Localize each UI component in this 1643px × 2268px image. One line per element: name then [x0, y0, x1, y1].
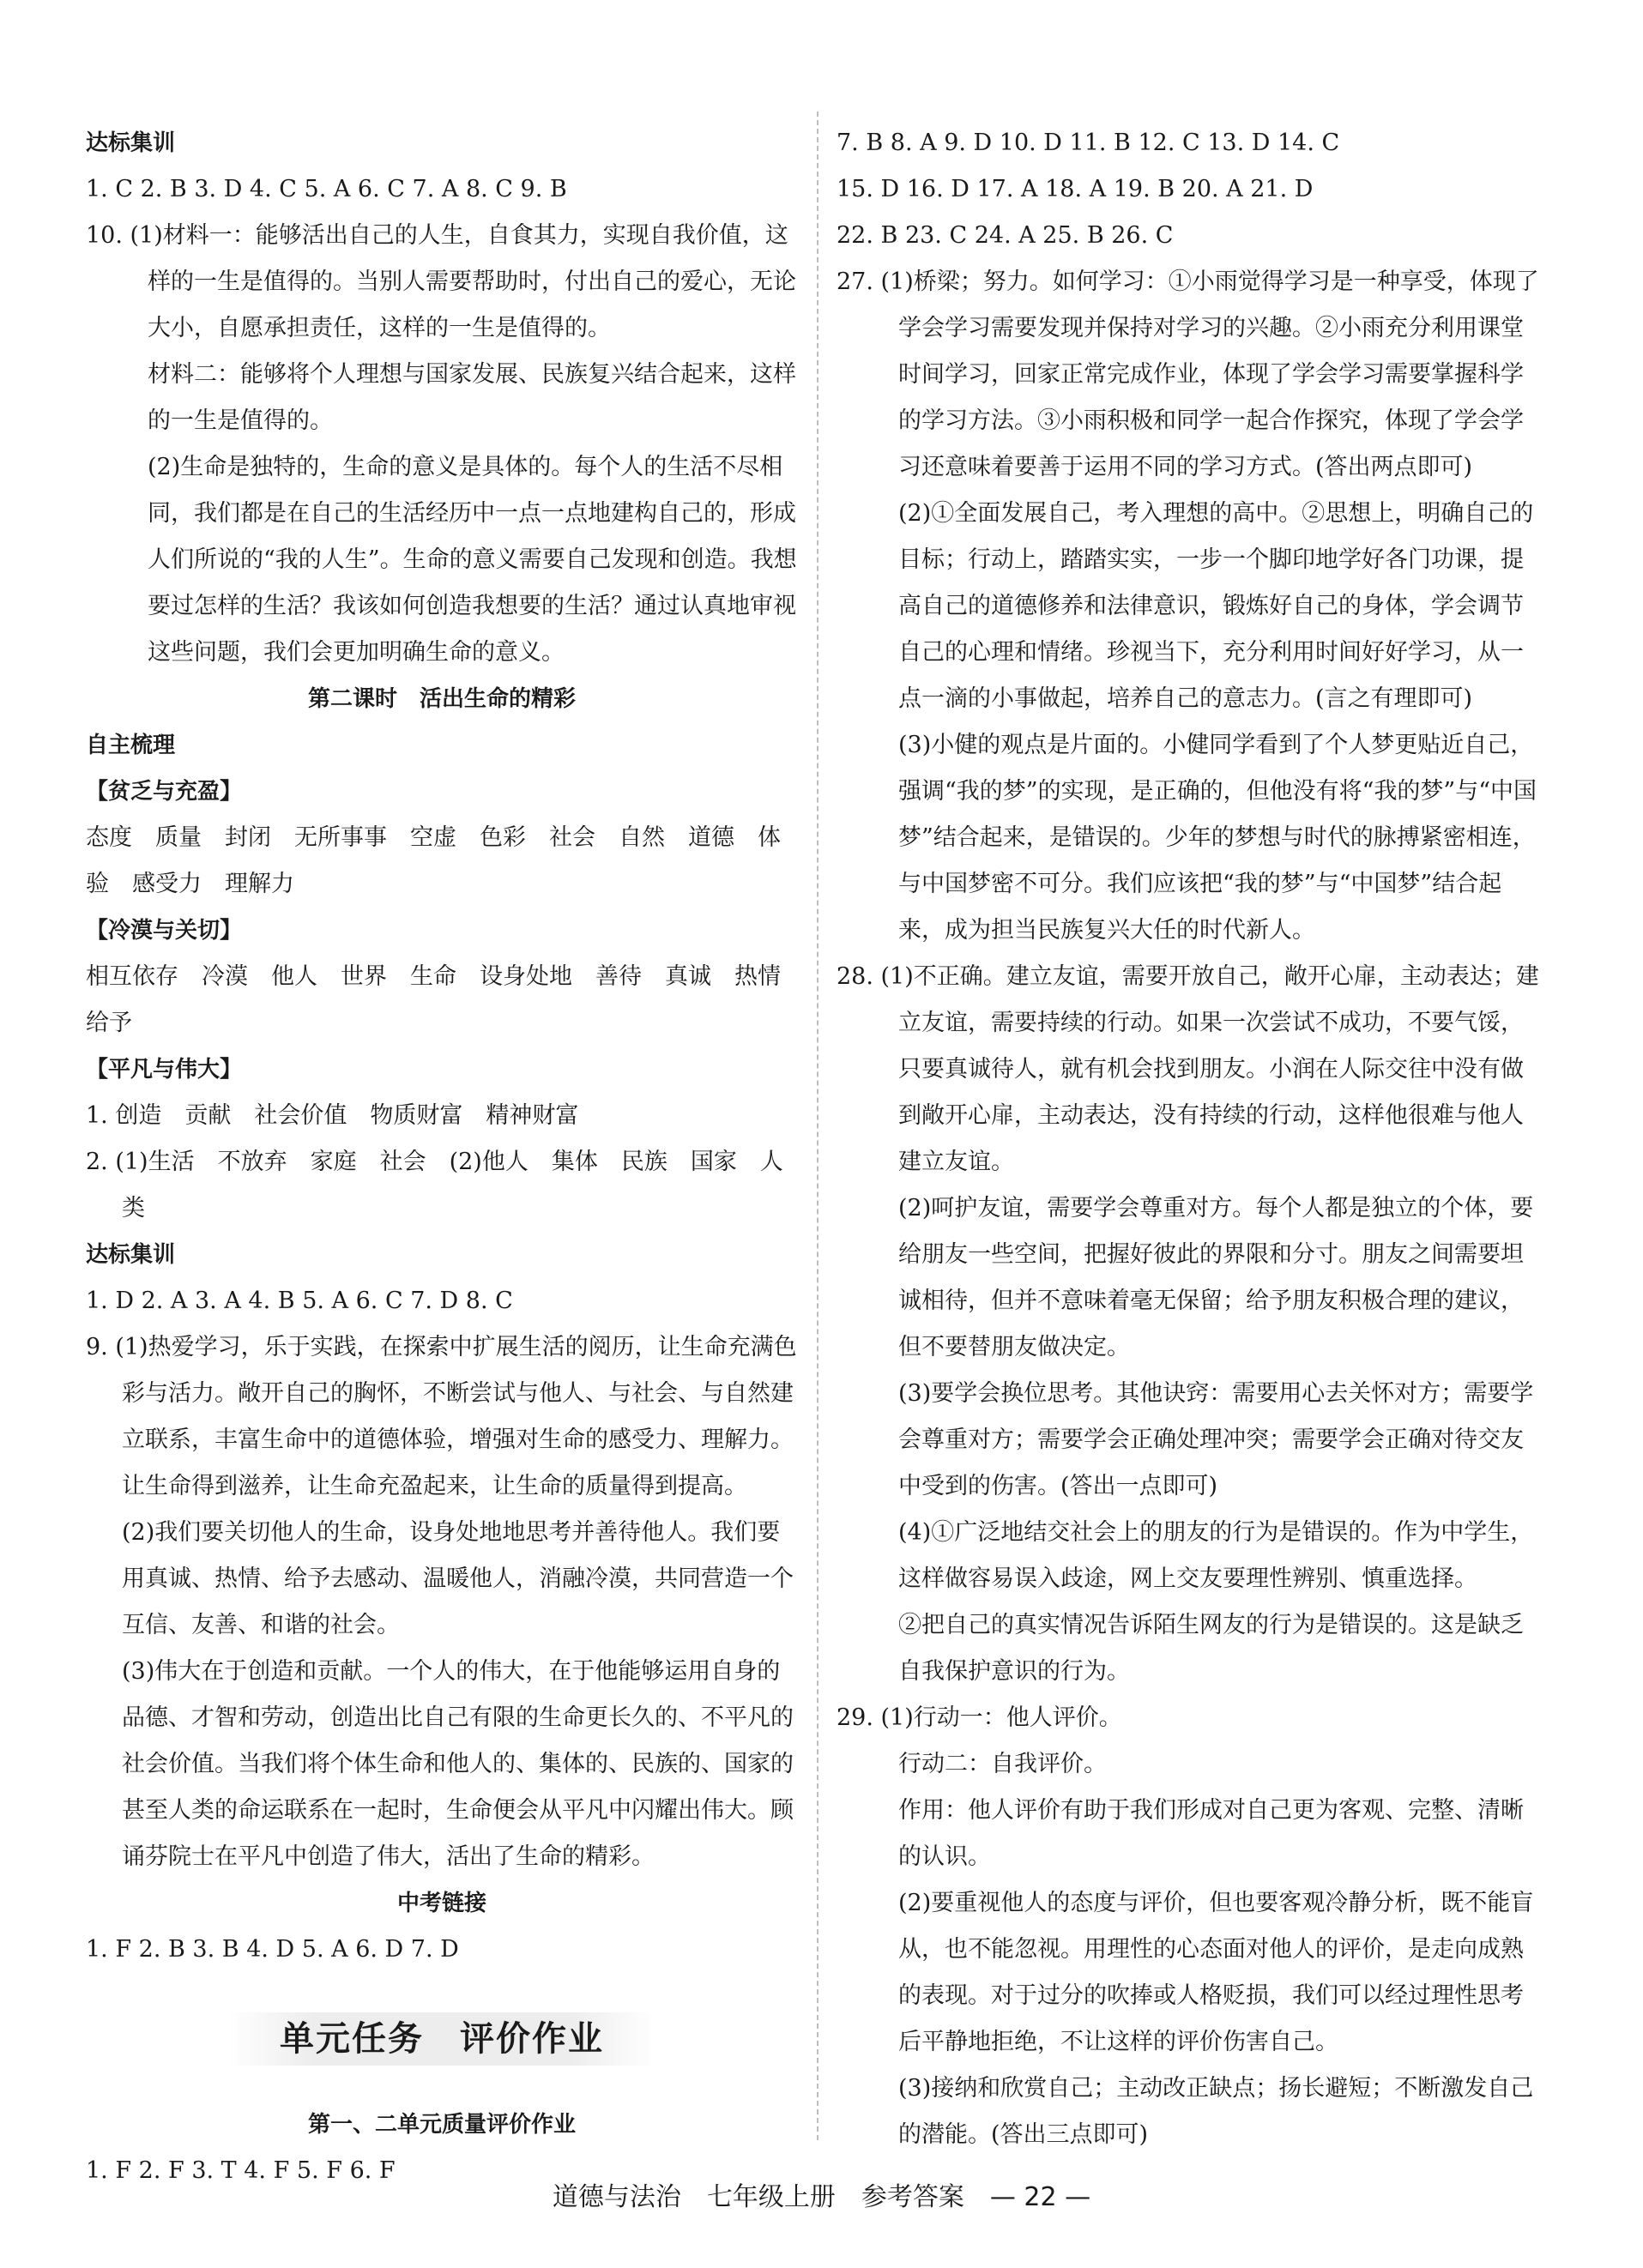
answer-paragraph: (2)呵护友谊，需要学会尊重对方。每个人都是独立的个体，要给朋友一些空间，把握好彼此的界限和分寸。朋友之间需要坦诚相待，但并不意味着毫无保留；给予朋友积极合理的建议，但不要替朋友做决定。 — [898, 1195, 1534, 1360]
answer-paragraph: 材料二：能够将个人理想与国家发展、民族复兴结合起来，这样的一生是值得的。 — [148, 361, 796, 434]
answer-paragraph: 7. B 8. A 9. D 10. D 11. B 12. C 13. D 14. C — [837, 130, 1340, 156]
answer-paragraph: 1. D 2. A 3. A 4. B 5. A 6. C 7. D 8. C — [86, 1288, 513, 1314]
page-footer: 道德与法治 七年级上册 参考答案 — 22 — — [552, 2182, 1091, 2212]
section-heading: 【贫乏与充盈】 — [86, 779, 243, 805]
section-heading: 1. 创造 贡献 社会价值 物质财富 精神财富 — [86, 1102, 579, 1129]
section-heading: 中考链接 — [396, 1891, 486, 1916]
section-heading: 达标集训 — [86, 130, 176, 156]
answer-paragraph: 15. D 16. D 17. A 18. A 19. B 20. A 21. D — [837, 176, 1314, 202]
column-divider — [817, 112, 818, 2140]
left-column — [86, 120, 804, 2194]
section-heading: 9. (1)热爱学习，乐于实践，在探索中扩展生活的阅历，让生命充满色彩与活力。敞开自己的胸怀，不断尝试与他人、与社会、与自然建立联系，丰富生命中的道德体验，增强对生命的感受力、理解力。让生命得到滋养，让生命充盈起来，让生命的质量得到提高。 — [86, 1334, 797, 1499]
answer-paragraph: (2)①全面发展自己，考入理想的高中。②思想上，明确自己的目标；行动上，踏踏实实，一步一个脚印地学好各门功课，提高自己的道德修养和法律意识，锻炼好自己的身体，学会调节自己的心理和情绪。珍视当下，充分利用时间好好学习，从一点一滴的小事做起，培养自己的意志力。(言之有理即可) — [898, 500, 1534, 712]
section-heading: 28. (1)不正确。建立友谊，需要开放自己，敞开心扉，主动表达；建立友谊，需要持续的行动。如果一次尝试不成功，不要气馁，只要真诚待人，就有机会找到朋友。小润在人际交往中没有做到敞开心扉，主动表达，没有持续的行动，这样他很难与他人建立友谊。 — [837, 963, 1539, 1175]
section-heading: 第一、二单元质量评价作业 — [307, 2112, 576, 2138]
answer-paragraph: (2)生命是独特的，生命的意义是具体的。每个人的生活不尽相同，我们都是在自己的生活经历中一点一点地建构自己的，形成人们所说的“我的人生”。生命的意义需要自己发现和创造。我想要过怎样的生活？我该如何创造我想要的生活？通过认真地审视这些问题，我们会更加明确生命的意义。 — [148, 454, 797, 666]
unit-banner-title: 单元任务 评价作业 — [228, 2012, 655, 2066]
answer-paragraph: (3)小健的观点是片面的。小健同学看到了个人梦更贴近自己，强调“我的梦”的实现，是正确的，但他没有将“我的梦”与“中国梦”结合起来，是错误的。少年的梦想与时代的脉搏紧密相连，与中国梦密不可分。我们应该把“我的梦”与“中国梦”结合起来，成为担当民族复兴大任的时代新人。 — [898, 732, 1537, 944]
section-heading: 2. (1)生活 不放弃 家庭 社会 (2)他人 集体 民族 国家 人类 — [86, 1149, 783, 1221]
answer-paragraph: (2)我们要关切他人的生命，设身处地地思考并善待他人。我们要用真诚、热情、给予去感动、温暖他人，消融冷漠，共同营造一个互信、友善、和谐的社会。 — [122, 1519, 794, 1638]
section-heading: 达标集训 — [86, 1242, 176, 1268]
section-heading: 【平凡与伟大】 — [86, 1057, 243, 1083]
answer-paragraph: 1. F 2. F 3. T 4. F 5. F 6. F — [86, 2157, 396, 2184]
answer-paragraph: (3)要学会换位思考。其他诀窍：需要用心去关怀对方；需要学会尊重对方；需要学会正确处理冲突；需要学会正确对待交友中受到的伤害。(答出一点即可) — [898, 1380, 1534, 1499]
section-heading: 10. (1)材料一：能够活出自己的人生，自食其力，实现自我价值，这样的一生是值得的。当别人需要帮助时，付出自己的爱心，无论大小，自愿承担责任，这样的一生是值得的。 — [86, 222, 796, 341]
right-column — [837, 120, 1540, 2158]
answer-paragraph: 行动二：自我评价。 — [898, 1751, 1107, 1777]
section-heading: 第二课时 活出生命的精彩 — [307, 686, 576, 712]
answer-paragraph: (3)伟大在于创造和贡献。一个人的伟大，在于他能够运用自身的品德、才智和劳动，创造出比自己有限的生命更长久的、不平凡的社会价值。当我们将个体生命和他人的、集体的、民族的、国家的甚至人类的命运联系在一起时，生命便会从平凡中闪耀出伟大。顾诵芬院士在平凡中创造了伟大，活出了生命的精彩。 — [122, 1658, 794, 1870]
section-heading: 27. (1)桥梁；努力。如何学习：①小雨觉得学习是一种享受，体现了学会学习需要发现并保持对学习的兴趣。②小雨充分利用课堂时间学习，回家正常完成作业，体现了学会学习需要掌握科学的学习方法。③小雨积极和同学一起合作探究，体现了学会学习还意味着要善于运用不同的学习方式。(答出两点即可) — [837, 268, 1539, 480]
answer-paragraph: (3)接纳和欣赏自己；主动改正缺点；扬长避短；不断激发自己的潜能。(答出三点即可) — [898, 2075, 1534, 2148]
answer-paragraph: 1. C 2. B 3. D 4. C 5. A 6. C 7. A 8. C 9. B — [86, 176, 567, 202]
answer-paragraph: ②把自己的真实情况告诉陌生网友的行为是错误的。这是缺乏自我保护意识的行为。 — [898, 1612, 1524, 1685]
answer-paragraph: 22. B 23. C 24. A 25. B 26. C — [837, 222, 1174, 249]
answer-paragraph: 作用：他人评价有助于我们形成对自己更为客观、完整、清晰的认识。 — [898, 1797, 1524, 1870]
answer-paragraph: 相互依存 冷漠 他人 世界 生命 设身处地 善待 真诚 热情 给予 — [86, 963, 804, 1036]
answer-paragraph: 1. F 2. B 3. B 4. D 5. A 6. D 7. D — [86, 1936, 459, 1963]
unit-banner — [86, 2004, 798, 2074]
answer-paragraph: (4)①广泛地结交社会上的朋友的行为是错误的。作为中学生，这样做容易误入歧途，网上交友要理性辨别、慎重选择。 — [898, 1519, 1534, 1592]
section-heading: 【冷漠与关切】 — [86, 918, 243, 944]
answer-paragraph: (2)要重视他人的态度与评价，但也要客观冷静分析，既不能盲从，也不能忽视。用理性的心态面对他人的评价，是走向成熟的表现。对于过分的吹捧或人格贬损，我们可以经过理性思考后平静地拒绝，不让这样的评价伤害自己。 — [898, 1890, 1534, 2055]
answer-paragraph: 态度 质量 封闭 无所事事 空虚 色彩 社会 自然 道德 体验 感受力 理解力 — [86, 824, 781, 897]
section-heading: 自主梳理 — [86, 733, 176, 758]
section-heading: 29. (1)行动一：他人评价。 — [837, 1704, 1122, 1731]
